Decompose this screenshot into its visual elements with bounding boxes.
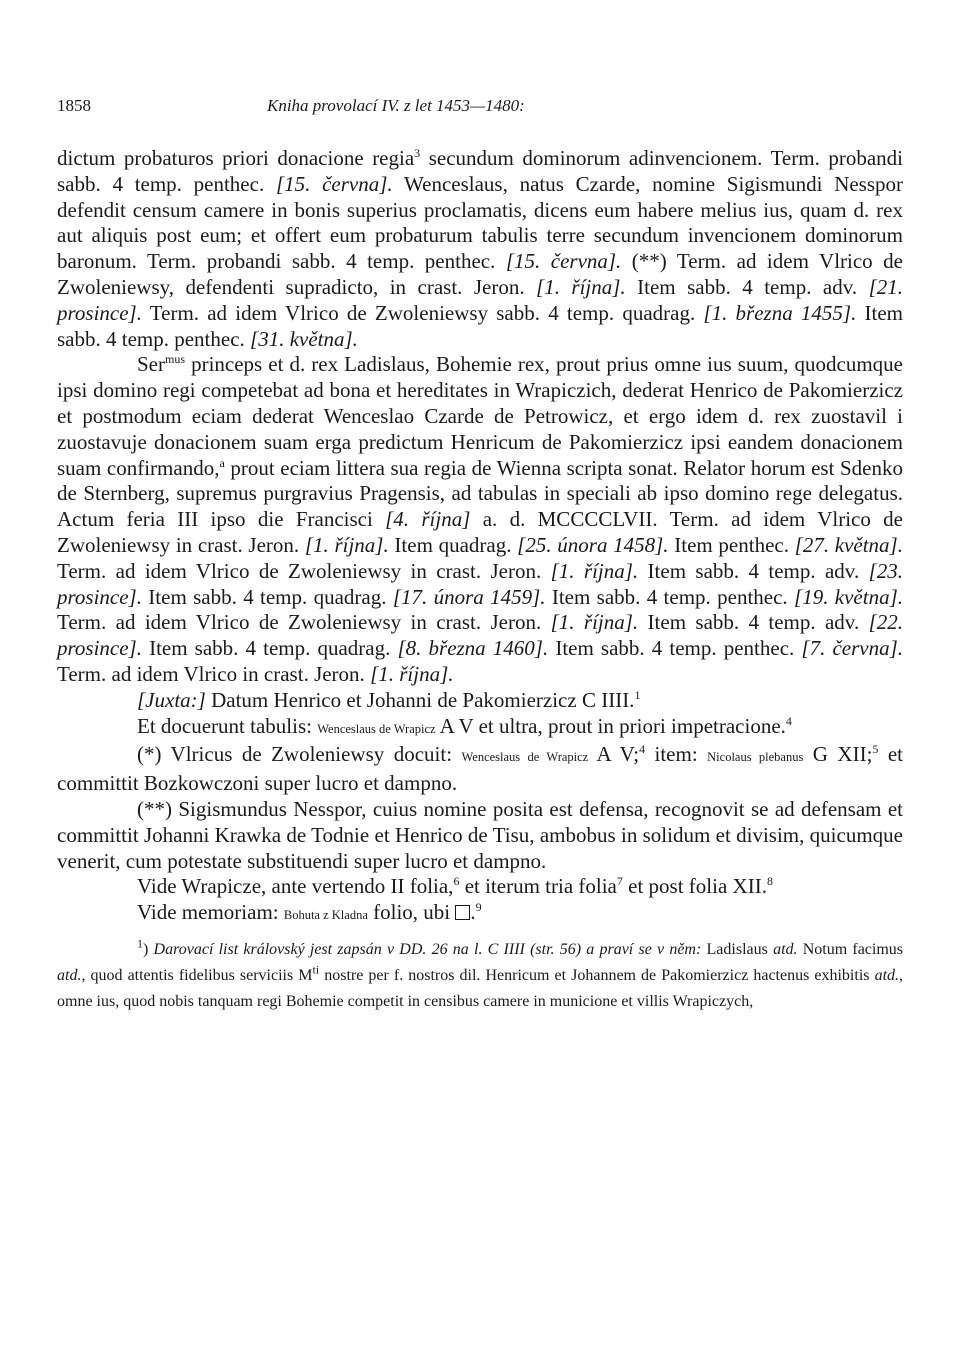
footnote-ref: 9 (475, 900, 482, 915)
footnote-ref: 3 (414, 146, 421, 160)
running-title: Kniha provolací IV. z let 1453—1480: (267, 96, 525, 115)
footnote-ref: 6 (453, 874, 460, 889)
footnote-1: $^1$) Darovací list královský jest zapsán v DD. 26 na l. C IIII (str. 56) a praví se v něm: Ladislaus atd. Notum facimus atd., quod attentis fidelibus serviciis $M^{ti}$ nostre per f. nostros dil. Henricum et Johannem de Pakomierzicz hactenus exhibitis atd., omne ius, quod nobis tanquam regi Bohemie competit in censibus camere in municione et villis Wrapiczych, (57, 936, 904, 1010)
paragraph-6: (**) Sigismundus Nesspor, cuius nomine posita est defensa, recognovit se ad defensam et committit Johanni Krawka de Todnie et Henrico de Tisu, ambobus in solidum et divisim, quicumque venerit, cum potestate substituendi super lucro et dampno. (57, 796, 903, 873)
footnote-ref: 8 (766, 874, 773, 889)
footnote-ref: 4 (639, 742, 646, 757)
footnote-ref: 4 (785, 713, 792, 728)
paragraph-2: Ser$^{mus}$ princeps et d. rex Ladislaus, Bohemie rex, prout prius omne ius suum, quodcumque ipsi domino regi competebat ad bona et hereditates in Wrapiczich, dederat Henrico de Pakomierzicz et postmodum eciam dederat Wenceslao Czarde de Petrowicz, et ergo idem d. rex zuostavil i zuostavuje donacionem suam erga predictum Henricum de Pakomierzicz ipsi eandem donacionem suam confirmando,$^a$ prout eciam littera sua regia de Wienna scripta sonat. Relator horum est Sdenko de Sternberg, supremus purgravius Pragensis, ad tabulas in speciali ab ipso domino rege delegatus. Actum feria III ipso die Francisci [4. října] a. d. MCCCCLVII. Term. ad idem Vlrico de Zwoleniewsy in crast. Jeron. [1. října]. Item quadrag. [25. února 1458]. Item penthec. [27. května]. Term. ad idem Vlrico de Zwoleniewsy in crast. Jeron. [1. října]. Item sabb. 4 temp. adv. [23. prosince]. Item sabb. 4 temp. quadrag. [17. února 1459]. Item sabb. 4 temp. penthec. [19. května]. Term. ad idem Vlrico de Zwoleniewsy in crast. Jeron. [1. října]. Item sabb. 4 temp. adv. [22. prosince]. Item sabb. 4 temp. quadrag. [8. března 1460]. Item sabb. 4 temp. penthec. [7. června]. Term. ad idem Vlrico in crast. Jeron. [1. října]. (57, 352, 904, 686)
document-page (57, 96, 903, 1015)
empty-square-icon (455, 905, 470, 920)
footnote-ref: 5 (872, 742, 879, 757)
footnote-ref: 7 (616, 874, 623, 889)
paragraph-3: [Juxta:] Datum Henrico et Johanni de Pakomierzicz C IIII.$^1$ (137, 687, 641, 712)
paragraph-7: Vide Wrapicze, ante vertendo II folia,$^6$ et iterum tria folia$^7$ et post folia XII.$^8$ (137, 874, 773, 899)
paragraph-1: dictum probaturos priori donacione regia$^3$ secundum dominorum adinvencionem. Term. probandi sabb. 4 temp. penthec. [15. června]. Wenceslaus, natus Czarde, nomine Sigismundi Nesspor defendit censum camere in bonis superius proclamatis, dicens eum habere melius ius, quam d. rex aut aliquis post eum; et offert eum probaturum tabulis terre secundum invencionem dominorum baronum. Term. probandi sabb. 4 temp. penthec. [15. června]. (**) Term. ad idem Vlrico de Zwoleniewsy, defendenti supradicto, in crast. Jeron. [1. října]. Item sabb. 4 temp. adv. [21. prosince]. Term. ad idem Vlrico de Zwoleniewsy sabb. 4 temp. quadrag. [1. března 1455]. Item sabb. 4 temp. penthec. [31. května]. (57, 146, 904, 351)
page-header (57, 96, 903, 116)
paragraph-5: (*) Vlricus de Zwoleniewsy docuit: Wenceslaus de Wrapicz A V;$^4$ item: Nicolaus plebanus G XII;$^5$ et committit Bozkowczoni super lucro et dampno. (57, 742, 904, 796)
footnote-ref: 1 (634, 687, 641, 702)
page-number: 1858 (57, 96, 91, 115)
paragraph-4: Et docuerunt tabulis: Wenceslaus de Wrapicz A V et ultra, prout in priori impetracione.$^4$ (137, 713, 792, 738)
footnote-ref: a (219, 455, 225, 470)
paragraph-8: Vide memoriam: Bohuta z Kladna folio, ubi .$^9$ (137, 900, 482, 925)
